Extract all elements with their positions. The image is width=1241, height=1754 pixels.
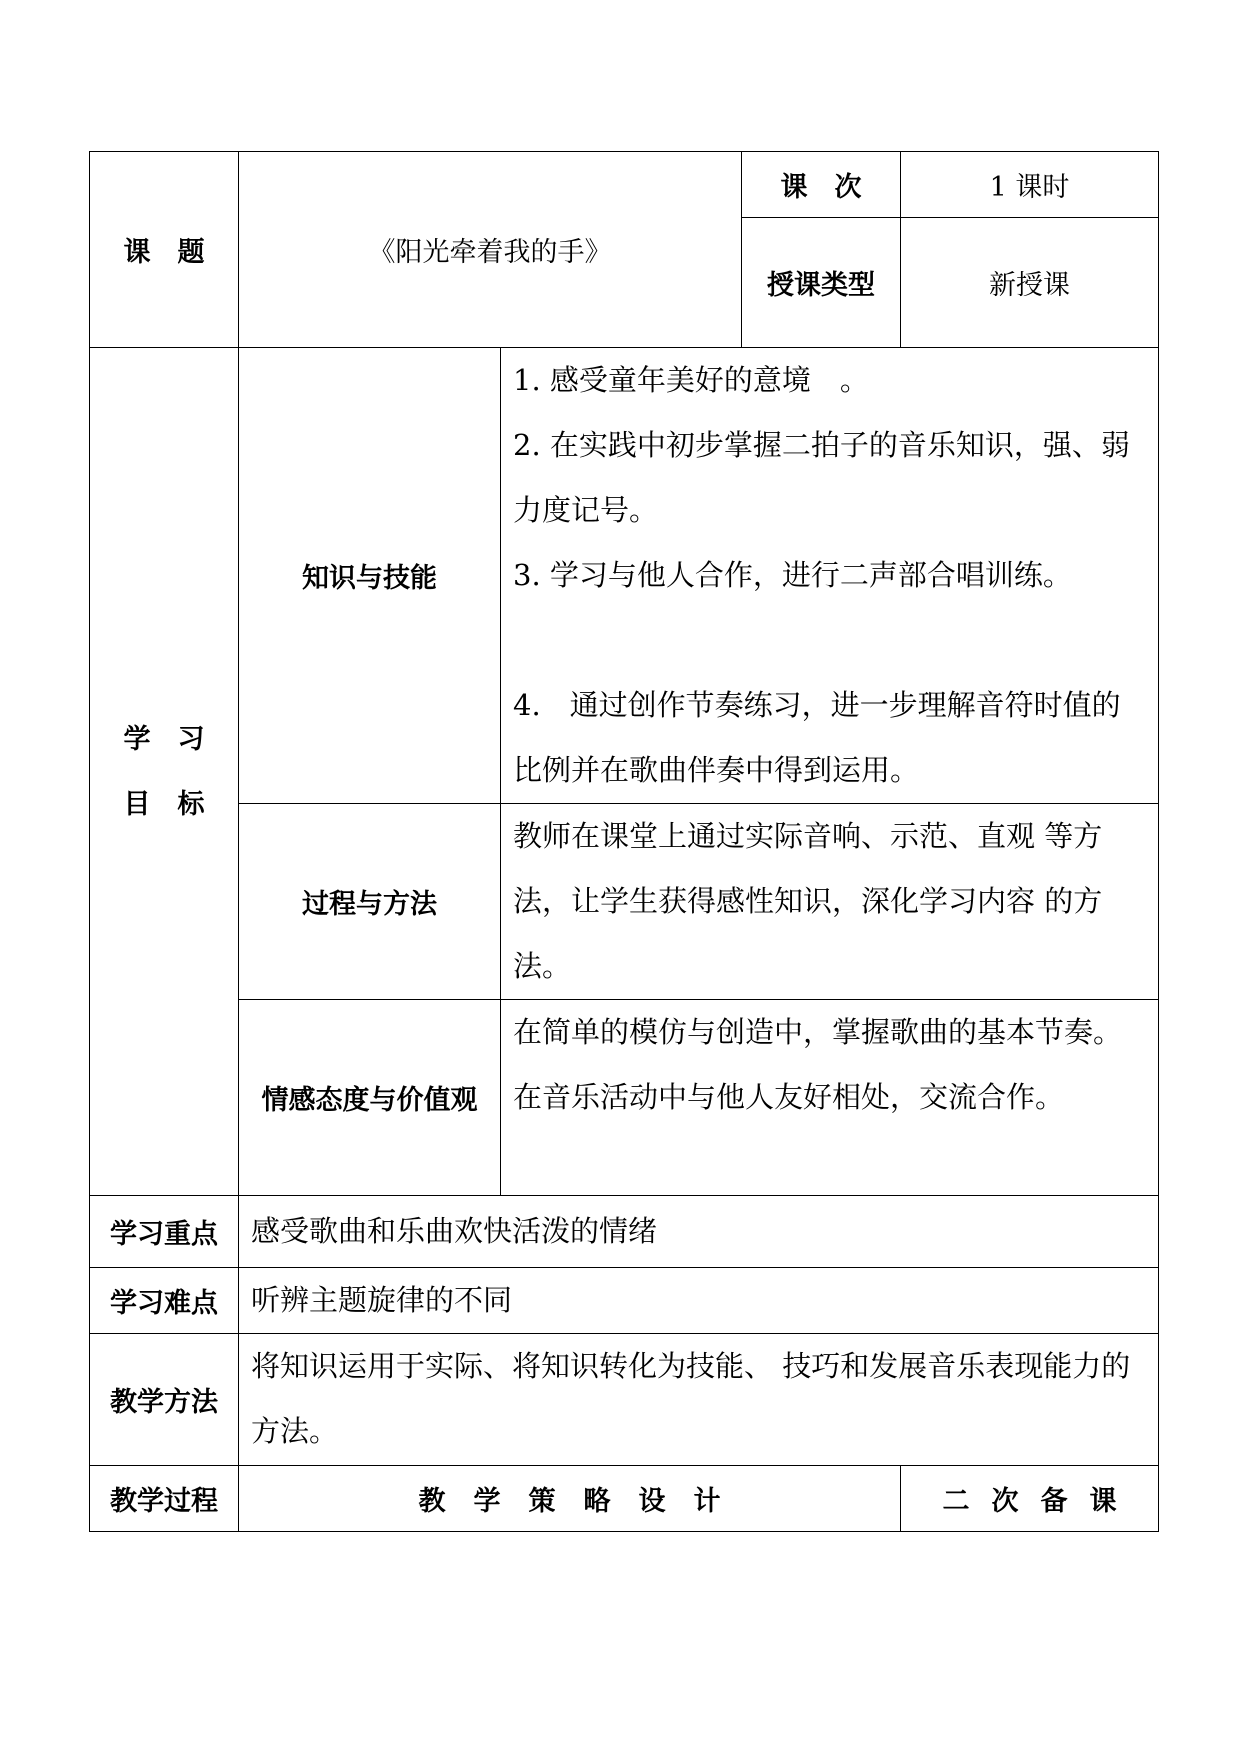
objectives-emotion-row	[90, 1000, 1159, 1196]
objectives-label	[90, 348, 239, 1196]
lesson-plan-table	[89, 151, 1159, 1532]
header-row-1	[90, 152, 1159, 218]
emotion-label: 情感态度与价值观	[239, 1000, 501, 1196]
lesson-type-value: 新授课	[901, 218, 1159, 348]
key-point-label: 学习重点	[90, 1196, 239, 1268]
process-label: 过程与方法	[239, 804, 501, 1000]
knowledge-item-3: 3. 学习与他人合作，进行二声部合唱训练。	[513, 558, 1072, 592]
strategy-design-header: 教学策略设计	[239, 1466, 901, 1532]
objectives-label-line2: 目 标	[123, 788, 205, 820]
key-point-content: 感受歌曲和乐曲欢快活泼的情绪	[239, 1196, 1159, 1268]
objectives-knowledge-row	[90, 348, 1159, 804]
knowledge-item-1: 1. 感受童年美好的意境 。	[513, 363, 869, 397]
objectives-process-row	[90, 804, 1159, 1000]
topic-value: 《阳光牵着我的手》	[239, 152, 742, 348]
lesson-count-value: 1 课时	[901, 152, 1159, 218]
difficulty-content: 听辨主题旋律的不同	[239, 1268, 1159, 1334]
method-row	[90, 1334, 1159, 1466]
knowledge-label: 知识与技能	[239, 348, 501, 804]
key-point-row	[90, 1196, 1159, 1268]
difficulty-label: 学习难点	[90, 1268, 239, 1334]
teaching-process-label: 教学过程	[90, 1466, 239, 1532]
knowledge-item-2: 2. 在实践中初步掌握二拍子的音乐知识，强、弱力度记号。	[513, 428, 1130, 527]
method-label: 教学方法	[90, 1334, 239, 1466]
process-content: 教师在课堂上通过实际音响、示范、直观 等方法，让学生获得感性知识，深化学习内容 的方法。	[501, 804, 1159, 1000]
knowledge-content	[501, 348, 1159, 804]
objectives-label-line1: 学 习	[123, 723, 205, 755]
teaching-process-row	[90, 1466, 1159, 1532]
emotion-content: 在简单的模仿与创造中，掌握歌曲的基本节奏。在音乐活动中与他人友好相处，交流合作。	[501, 1000, 1159, 1196]
method-content: 将知识运用于实际、将知识转化为技能、 技巧和发展音乐表现能力的方法。	[239, 1334, 1159, 1466]
difficulty-row	[90, 1268, 1159, 1334]
second-prep-header: 二次备课	[901, 1466, 1159, 1532]
knowledge-item-4: 4. 通过创作节奏练习，进一步理解音符时值的比例并在歌曲伴奏中得到运用。	[513, 688, 1121, 787]
knowledge-spacer	[513, 608, 1148, 673]
lesson-type-label: 授课类型	[742, 218, 901, 348]
lesson-count-label: 课 次	[742, 152, 901, 218]
topic-label: 课 题	[90, 152, 239, 348]
